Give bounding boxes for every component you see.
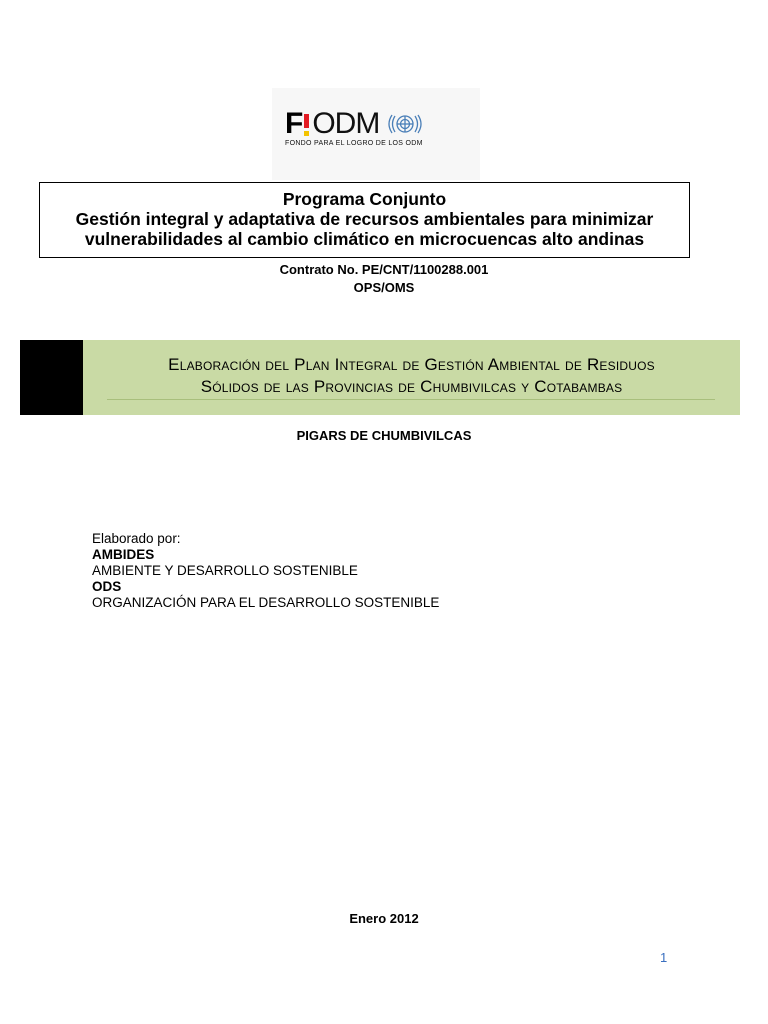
- logo-exclamation-icon: [303, 111, 310, 137]
- org1-acronym: AMBIDES: [92, 547, 155, 562]
- document-title-line-2: Sólidos de las Provincias de Chumbivilcas y Cotabambas: [200, 377, 623, 396]
- document-title-line-1: Elaboración del Plan Integral de Gestión Ambiental de Residuos: [168, 355, 655, 374]
- banner-accent-block: [20, 340, 83, 415]
- fodm-logo-mark: [285, 107, 426, 140]
- contract-agency: OPS/OMS: [353, 280, 415, 295]
- un-emblem-icon: [384, 110, 426, 138]
- logo-letters-odm: ODM: [312, 107, 380, 140]
- org2-name: ORGANIZACIÓN PARA EL DESARROLLO SOSTENIBLE: [92, 595, 440, 610]
- document-subtitle: PIGARS DE CHUMBIVILCAS: [296, 428, 472, 443]
- logo-letter-f: F: [285, 107, 303, 140]
- fodm-logo: [272, 88, 480, 180]
- banner-divider: [107, 399, 715, 400]
- program-title-line-2: vulnerabilidades al cambio climático en microcuencas alto andinas: [84, 229, 645, 249]
- document-date: Enero 2012: [349, 911, 419, 926]
- program-title-box: [39, 182, 690, 258]
- logo-subtitle: FONDO PARA EL LOGRO DE LOS ODM: [285, 140, 423, 147]
- program-label: Programa Conjunto: [282, 189, 447, 209]
- page-number: 1: [660, 950, 668, 965]
- document-title-banner: [83, 340, 740, 415]
- authors-label: Elaborado por:: [92, 531, 181, 546]
- authors-block: [92, 531, 439, 611]
- contract-number: Contrato No. PE/CNT/1100288.001: [279, 262, 489, 277]
- org2-acronym: ODS: [92, 579, 122, 594]
- org1-name: AMBIENTE Y DESARROLLO SOSTENIBLE: [92, 563, 358, 578]
- program-title-line-1: Gestión integral y adaptativa de recursos ambientales para minimizar: [75, 209, 654, 229]
